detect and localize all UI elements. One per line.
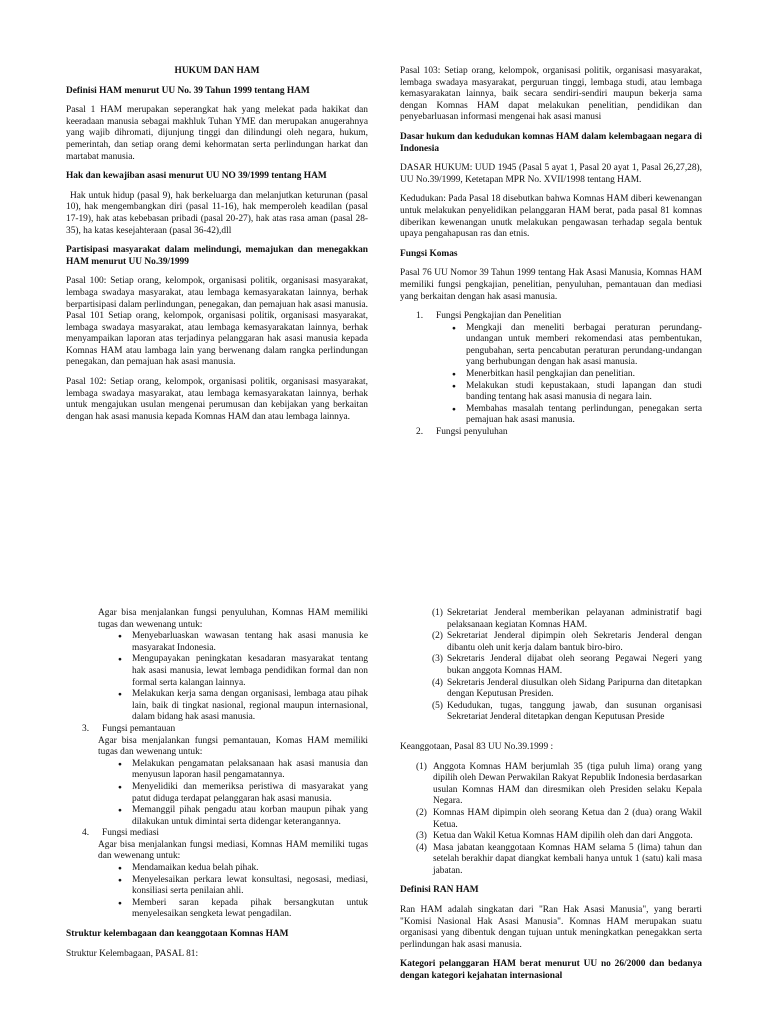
list-item — [416, 831, 702, 843]
paragraph-pasal-100: Pasal 100: Setiap orang, kelompok, organisasi politik, organisasi masyarakat, lembaga swadaya masyarakat, atau lembaga kemasyarakatan lainnya, berhak berpartisipasi dalam perlindungan, penegakan, dan pemajuan hak asasi manusia. Pasal 101 Setiap orang, kelompok, organisasi politik, organisasi masyarakat, lembaga swadaya masyarakat, atau lembaga kemasyarakatan lainnya, berhak menyampaikan laporan atas terjadinya pelanggaran hak asasi manusia kepada Komnas HAM atau lambaga lain yang berwenang dalam rangka perlindungan penegakan, dan pemajuan hak asasi manusia. — [66, 276, 368, 368]
list-item-text: Sekretariat Jenderal memberikan pelayanan administratif bagi pelaksanaan kegiatan Komnas HAM. — [447, 608, 702, 630]
list-item — [432, 654, 702, 677]
list-item-number: (1) — [416, 761, 427, 772]
fungsi-3-intro: Agar bisa menjalankan fungsi pemantauan, Komas HAM memiliki tugas dan wewenang untuk: — [98, 735, 368, 758]
list-item — [432, 701, 702, 724]
paragraph-keanggotaan: Keanggotaan, Pasal 83 UU No.39.1999 : — [400, 741, 554, 752]
fungsi-3-label: Fungsi pemantauan — [102, 723, 176, 734]
list-item-text: Sekretaris Jenderal diusulkan oleh Sidang Paripurna dan ditetapkan dengan Keputusan Presiden. — [447, 677, 702, 700]
list-item — [432, 678, 702, 701]
list-item: ● Memberi saran kepada pihak bersangkutan untuk menyelesaikan sengketa lewat pengadilan. — [118, 898, 368, 921]
fungsi-2-number: 2. — [416, 427, 424, 438]
heading-struktur: Struktur kelembagaan dan keanggotaan Komnas HAM — [66, 929, 289, 940]
fungsi-2-intro: Agar bisa menjalankan fungsi penyuluhan, Komnas HAM memiliki tugas dan wewenang untuk: — [98, 608, 368, 630]
list-item — [416, 843, 702, 878]
list-item-text: Masa jabatan keanggotaan Komnas HAM selama 5 (lima) tahun dan setelah berakhir dapat diangkat kembali hanya untuk 1 (satu) kali masa jabatan. — [433, 842, 702, 876]
list-item-number: (4) — [416, 842, 427, 853]
list-item: ● Memanggil pihak pengadu atau korban maupun pihak yang dilakukan untuk dimintai serta didengar keterangannya. — [118, 805, 368, 828]
list-item: ● Mendamaikan kedua belah pihak. — [118, 863, 368, 875]
paragraph-dasar-hukum: DASAR HUKUM: UUD 1945 (Pasal 5 ayat 1, Pasal 20 ayat 1, Pasal 26,27,28), UU No.39/1999, Ketetapan MPR No. XVII/1998 tentang HAM. — [400, 163, 702, 185]
list-item: ● Mengkaji dan meneliti berbagai peraturan perundang-undangan untuk memberi rekomendasi atas pembentukan, pengubahan, serta pencabutan peraturan perundang-undangan yang berhubungan dengan hak asasi manusia. — [452, 323, 702, 369]
paragraph-ran-ham: Ran HAM adalah singkatan dari "Ran Hak Asasi Manusia", yang berarti "Komisi Nasional Hak Asasi Manusia". Komnas HAM merupakan suatu organisasi yang dibentuk dengan tujuan untuk meningkatkan penegakkan serta perlindungan hak asasi manusia. — [400, 905, 702, 950]
page2-right-column — [400, 608, 702, 991]
list-item — [432, 631, 702, 654]
heading-dasar-hukum: Dasar hukum dan kedudukan komnas HAM dalam kelembagaan negara di Indonesia — [400, 131, 702, 154]
paragraph-pasal-1: Pasal 1 HAM merupakan seperangkat hak yang melekat pada hakikat dan keeradaan manusia sebagai makhluk Tuhan YME dan merupakan anugerahnya yang wajib dihromati, dijunjung tinggi dan dilindungi oleh negara, hukum, pemerintah, dan setiap orang demi kehormatan serta perlindungan harkat dan martabat manusia. — [66, 105, 368, 162]
heading-ran-ham: Definisi RAN HAM — [400, 885, 479, 896]
list-item: ● Menyebarluaskan wawasan tentang hak asasi manusia ke masyarakat Indonesia. — [118, 631, 368, 654]
fungsi-4-intro: Agar bisa menjalankan fungsi mediasi, Komnas HAM memiliki tugas dan wewenang untuk: — [98, 839, 368, 862]
fungsi-1-item — [416, 311, 702, 323]
heading-hak-kewajiban: Hak dan kewajiban asasi menurut UU NO 39/1999 tentang HAM — [66, 171, 327, 182]
sekretariat-list — [400, 608, 702, 724]
list-item — [432, 608, 702, 631]
document-title: HUKUM DAN HAM — [174, 66, 260, 76]
fungsi-2-item — [416, 427, 702, 439]
list-item-text: Kedudukan, tugas, tanggung jawab, dan susunan organisasi Sekretariat Jenderal ditetapkan dengan Keputusan Preside — [447, 700, 702, 723]
paragraph-struktur: Struktur Kelembagaan, PASAL 81: — [66, 948, 199, 959]
fungsi-4-label: Fungsi mediasi — [102, 828, 160, 839]
list-item: ● Melakukan pengamatan pelaksanaan hak asasi manusia dan menyusun laporan hasil pengamatannya. — [118, 759, 368, 782]
paragraph-kedudukan: Kedudukan: Pada Pasal 18 disebutkan bahwa Komnas HAM diberi kewenangan untuk melakukan penyelidikan pelanggaran HAM berat, pada pasal 81 komnas diberikan kewenangan unutk melakukan pengawasan terhadap segala bentuk upaya pengahapusan ras dan etnis. — [400, 194, 702, 240]
list-item-text: Anggota Komnas HAM berjumlah 35 (tiga puluh lima) orang yang dipilih oleh Dewan Perwakilan Rakyat Republik Indonesia berdasarkan usulan Komnas HAM dan diresmikan oleh Presiden selaku Kepala Negara. — [433, 761, 702, 807]
list-item — [416, 762, 702, 808]
fungsi-4-number: 4. — [82, 828, 90, 839]
anggota-list — [400, 762, 702, 878]
paragraph-pasal-102: Pasal 102: Setiap orang, kelompok, organisasi politik, organisasi masyarakat, lembaga swadaya masyarakat, atau lembaga kemasyarakatan lainnya, berhak untuk mengajukan usulan mengenai perumusan dan kebijakan yang berkaitan dengan hak asasi manusia kepada Komnas HAM dan atau lembaga lainnya. — [66, 377, 368, 422]
fungsi-3-number: 3. — [82, 723, 90, 734]
fungsi-3-bullet-list — [118, 759, 368, 829]
fungsi-4-bullet-list — [118, 863, 368, 921]
list-item-text: Ketua dan Wakil Ketua Komnas HAM dipilih oleh dan dari Anggota. — [433, 831, 693, 842]
list-item-number: (3) — [432, 654, 443, 665]
spacer — [400, 732, 702, 742]
list-item — [416, 808, 702, 831]
list-item: ● Menyelidiki dan memeriksa peristiwa di masyarakat yang patut diduga terdapat pelanggaran hak asasi manusia. — [118, 782, 368, 805]
list-item: ● Melakukan studi kepustakaan, studi lapangan dan studi banding tentang hak asasi manusia di negara lain. — [452, 381, 702, 404]
list-item-number: (2) — [416, 807, 427, 818]
fungsi-3-item — [82, 724, 368, 736]
list-item-number: (3) — [416, 831, 427, 842]
list-item-text: Sekretaris Jenderal dijabat oleh seorang Pegawai Negeri yang bukan anggota Komnas HAM. — [447, 654, 702, 676]
list-item-number: (4) — [432, 677, 443, 688]
fungsi-2-label: Fungsi penyuluhan — [436, 427, 508, 438]
list-item: ● Melakukan kerja sama dengan organisasi, lembaga atau pihak lain, baik di tingkat nasional, regional maupun internasional, dalam bidang hak asasi manusia. — [118, 689, 368, 724]
list-item-number: (2) — [432, 631, 443, 642]
heading-partisipasi: Partisipasi masyarakat dalam melindungi, memajukan dan menegakkan HAM menurut UU No.39/1999 — [66, 245, 368, 267]
list-item: ● Membahas masalah tentang perlindungan, penegakan serta pemajuan hak asasi manusia. — [452, 404, 702, 427]
page2-left-column — [66, 608, 368, 968]
fungsi-1-bullet-list — [452, 323, 702, 427]
fungsi-4-item — [82, 828, 368, 840]
list-item: ● Mengupayakan peningkatan kesadaran masyarakat tentang hak asasi manusia, lewat lembaga pendidikan formal dan non formal serta kalangan lainnya. — [118, 654, 368, 689]
paragraph-hak: Hak untuk hidup (pasal 9), hak berkeluarga dan melanjutkan keturunan (pasal 10), hak mengembangkan diri (pasal 11-16), hak memperoleh keadilan (pasal 17-19), hak atas kebebasan pribadi (pasal 20-27), hak atas rasa aman (pasal 28-35), ha katas kesejahteraan (pasal 36-42),dll — [66, 190, 368, 236]
list-item-number: (1) — [432, 608, 443, 618]
paragraph-pasal-103: Pasal 103: Setiap orang, kelompok, organisasi politik, organisasi masyarakat, lembaga swadaya masyarakat, perguruan tinggi, lembaga studi, atau lembaga kemasyarakatan lainnya, baik secara sendiri-sendiri maupun bekerja sama dengan Komnas HAM dapat melakukan penelitian, pendidikan dan penyebarluasan informasi mengenai hak asasi manusi — [400, 66, 702, 123]
fungsi-2-bullet-list — [118, 631, 368, 724]
list-item-text: Sekretariat Jenderal dipimpin oleh Sekretaris Jenderal dengan dibantu oleh unit kerja dalam bantuk biro-biro. — [447, 631, 702, 653]
page1-left-column — [66, 66, 368, 431]
fungsi-1-number: 1. — [416, 311, 424, 322]
fungsi-1-label: Fungsi Pengkajian dan Penelitian — [436, 311, 562, 322]
paragraph-pasal-76: Pasal 76 UU Nomor 39 Tahun 1999 tentang Hak Asasi Manusia, Komnas HAM memiliki fungsi pengkajian, penelitian, penyuluhan, pemantauan dan mediasi yang berkaitan dengan hak asasi manusia. — [400, 268, 702, 302]
list-item-text: Komnas HAM dipimpin oleh seorang Ketua dan 2 (dua) orang Wakil Ketua. — [433, 807, 702, 830]
list-item: ● Menyelesaikan perkara lewat konsultasi, negosasi, mediasi, konsiliasi serta penilaian ahli. — [118, 875, 368, 898]
list-item: ● Menerbitkan hasil pengkajian dan penelitian. — [452, 369, 702, 381]
page1-right-column — [400, 66, 702, 439]
heading-kategori: Kategori pelanggaran HAM berat menurut UU no 26/2000 dan bedanya dengan kategori kejahatan internasional — [400, 959, 702, 982]
heading-fungsi-komas: Fungsi Komas — [400, 248, 458, 259]
list-item-number: (5) — [432, 700, 443, 711]
heading-definisi-ham: Definisi HAM menurut UU No. 39 Tahun 1999 tentang HAM — [66, 85, 310, 96]
